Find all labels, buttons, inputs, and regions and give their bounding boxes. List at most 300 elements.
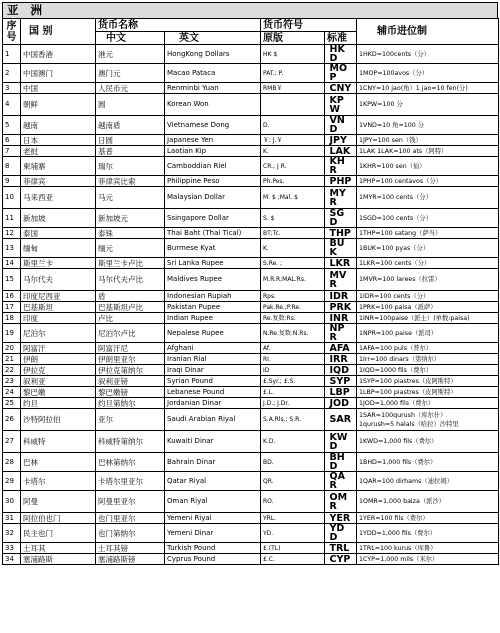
row-number: 34	[3, 554, 21, 565]
iso-code: KWD	[329, 431, 348, 452]
row-number: 2	[3, 64, 21, 83]
row-symbol-original: RI.	[261, 354, 325, 365]
table-row	[3, 258, 499, 269]
row-country: 黎巴嫩	[21, 387, 96, 398]
table-row	[3, 176, 499, 187]
subunit-line: 1MYR=100 cents（分）	[359, 194, 432, 201]
row-country: 柬埔寨	[21, 157, 96, 176]
subunit-line: 1PHP=100 centavos（分）	[359, 177, 443, 185]
region-title: 亚 洲	[2, 2, 498, 18]
row-number: 8	[3, 157, 21, 176]
row-number: 27	[3, 431, 21, 453]
row-symbol-original: BT;Tc.	[261, 228, 325, 239]
row-symbol-original: D.	[261, 116, 325, 135]
iso-code: MOP	[329, 63, 348, 83]
row-subunit	[357, 94, 499, 116]
row-currency-name-cn: 港元	[96, 45, 165, 64]
row-symbol-standard	[325, 343, 357, 354]
row-currency-name-cn: 日圆	[96, 135, 165, 146]
row-currency-name-en: Pakistan Pupee	[165, 302, 261, 313]
row-subunit	[357, 64, 499, 83]
row-subunit	[357, 187, 499, 209]
row-currency-name-en: Yemeni Dinar	[165, 524, 261, 543]
subunit-line: 1TRL=100 kurus（库鲁）	[359, 544, 437, 552]
row-number: 12	[3, 228, 21, 239]
subunit-line: 1CNY=10 jao(角）1 jao=10 fen(分)	[359, 84, 468, 92]
row-currency-name-cn: 瑞尔	[96, 157, 165, 176]
row-symbol-standard	[325, 187, 357, 209]
row-symbol-original: £.L.	[261, 387, 325, 398]
row-subunit	[357, 431, 499, 453]
row-symbol-standard	[325, 228, 357, 239]
row-country: 马尔代夫	[21, 269, 96, 291]
row-symbol-standard	[325, 94, 357, 116]
row-number: 22	[3, 365, 21, 376]
row-currency-name-en: Thai Baht (Thai Tical)	[165, 228, 261, 239]
subunit-line: 1LAK 1LAK=100 ats（阿特）	[359, 147, 448, 155]
row-subunit	[357, 116, 499, 135]
table-row	[3, 376, 499, 387]
iso-code: LKR	[329, 257, 351, 269]
row-currency-name-cn: 巴基斯坦卢比	[96, 302, 165, 313]
row-number: 11	[3, 209, 21, 228]
table-row	[3, 135, 499, 146]
row-country: 中国香港	[21, 45, 96, 64]
row-subunit	[357, 554, 499, 565]
row-subunit	[357, 491, 499, 513]
row-currency-name-cn: 叙利亚镑	[96, 376, 165, 387]
row-currency-name-en: HongKong Dollars	[165, 45, 261, 64]
header-symbol-orig: 原版	[261, 32, 325, 45]
row-country: 阿曼	[21, 491, 96, 513]
header-symbol-std: 标准	[325, 32, 357, 45]
table-row	[3, 554, 499, 565]
subunit-line: 1IQD=1000 fils（费尔）	[359, 366, 433, 374]
table-row	[3, 187, 499, 209]
row-currency-name-en: Indian Rupee	[165, 313, 261, 324]
row-country: 土耳其	[21, 543, 96, 554]
subunit-line: 1SYP=100 piastres（皮阿斯特）	[359, 377, 457, 385]
subunit-line: 1YDD=1,000 fils（费尔）	[359, 529, 437, 537]
iso-code: INR	[329, 312, 349, 324]
row-number: 17	[3, 302, 21, 313]
row-currency-name-en: Kuwaiti Dinar	[165, 431, 261, 453]
row-currency-name-cn: 黎巴嫩镑	[96, 387, 165, 398]
iso-code: NPR	[329, 323, 345, 343]
row-currency-name-cn: 亚尔	[96, 409, 165, 431]
subunit-line: 1CYP=1,000 mils（米尔）	[359, 555, 439, 563]
row-subunit	[357, 354, 499, 365]
row-symbol-standard	[325, 313, 357, 324]
iso-code: MVR	[329, 269, 347, 290]
row-currency-name-en: Camboddian Riel	[165, 157, 261, 176]
table-row	[3, 387, 499, 398]
row-symbol-original: K.D.	[261, 431, 325, 453]
row-symbol-original: ￥; J.￥	[261, 135, 325, 146]
row-country: 巴基斯坦	[21, 302, 96, 313]
table-row	[3, 302, 499, 313]
row-subunit	[357, 269, 499, 291]
row-symbol-original: CR.; J R.	[261, 157, 325, 176]
table-row	[3, 83, 499, 94]
header-subunit: 辅币进位制	[357, 19, 499, 45]
row-number: 7	[3, 146, 21, 157]
row-subunit	[357, 343, 499, 354]
row-country: 泰国	[21, 228, 96, 239]
table-row	[3, 45, 499, 64]
table-row	[3, 157, 499, 176]
row-symbol-original: S.Re. ;	[261, 258, 325, 269]
header-name-group: 货币名称	[96, 19, 261, 32]
row-number: 3	[3, 83, 21, 94]
row-currency-name-en: Philippine Peso	[165, 176, 261, 187]
row-number: 13	[3, 239, 21, 258]
iso-code: PHP	[329, 175, 352, 187]
row-currency-name-cn: 阿富汗尼	[96, 343, 165, 354]
row-subunit	[357, 376, 499, 387]
table-row	[3, 365, 499, 376]
row-country: 新加坡	[21, 209, 96, 228]
row-symbol-standard	[325, 269, 357, 291]
row-number: 29	[3, 472, 21, 491]
row-currency-name-cn: 人民币元	[96, 83, 165, 94]
row-subunit	[357, 209, 499, 228]
subunit-line: 1MVR=100 larees（拉雷）	[359, 276, 441, 283]
iso-code: CNY	[329, 82, 352, 94]
row-number: 33	[3, 543, 21, 554]
row-number: 9	[3, 176, 21, 187]
row-symbol-standard	[325, 524, 357, 543]
iso-code: LBP	[329, 386, 350, 398]
subunit-line: 1KHR=100 sen（仙）	[359, 162, 426, 170]
row-symbol-original: YRL.	[261, 513, 325, 524]
row-symbol-original: K.	[261, 146, 325, 157]
row-currency-name-cn: 马尔代夫卢比	[96, 269, 165, 291]
subunit-line: 1NPR=100 paise（派司）	[359, 329, 438, 337]
row-country: 越南	[21, 116, 96, 135]
row-symbol-original: RMB￥	[261, 83, 325, 94]
row-country: 中国澳门	[21, 64, 96, 83]
row-symbol-original	[261, 94, 325, 116]
table-row	[3, 64, 499, 83]
row-currency-name-en: Turkish Pound	[165, 543, 261, 554]
row-country: 阿拉伯也门	[21, 513, 96, 524]
row-currency-name-en: Jordanian Dinar	[165, 398, 261, 409]
iso-code: JOD	[329, 397, 349, 409]
row-number: 23	[3, 376, 21, 387]
table-row	[3, 146, 499, 157]
row-symbol-original: J.D.; J.Dr.	[261, 398, 325, 409]
table-row	[3, 453, 499, 472]
row-symbol-original: PAT.; P.	[261, 64, 325, 83]
iso-code: THP	[329, 227, 351, 239]
row-symbol-original: £.(TL)	[261, 543, 325, 554]
iso-code: IRR	[329, 353, 348, 365]
iso-code: SYP	[329, 375, 351, 387]
row-currency-name-cn: 卡塔尔里亚尔	[96, 472, 165, 491]
row-symbol-original: Re.复数:Rs.	[261, 313, 325, 324]
row-currency-name-cn: 约旦第纳尔	[96, 398, 165, 409]
row-subunit	[357, 135, 499, 146]
table-row	[3, 513, 499, 524]
row-symbol-standard	[325, 64, 357, 83]
row-number: 21	[3, 354, 21, 365]
row-number: 24	[3, 387, 21, 398]
row-symbol-original: HK $	[261, 45, 325, 64]
row-currency-name-en: Korean Won	[165, 94, 261, 116]
subunit-line: 1VND=10 角=100 分	[359, 121, 425, 129]
row-subunit	[357, 524, 499, 543]
row-currency-name-en: Qatar Riyal	[165, 472, 261, 491]
subunit-line: 1HKD=100cents（分）	[359, 50, 430, 58]
row-symbol-original: M. $ ;Mal. $	[261, 187, 325, 209]
iso-code: JPY	[329, 134, 347, 146]
iso-code: IQD	[329, 364, 349, 376]
table-header	[3, 19, 499, 45]
iso-code: QAR	[329, 471, 345, 491]
row-subunit	[357, 398, 499, 409]
row-currency-name-en: Vietnamese Dong	[165, 116, 261, 135]
iso-code: MYR	[329, 187, 346, 208]
row-symbol-standard	[325, 472, 357, 491]
iso-code: LAK	[329, 145, 351, 157]
currency-sheet	[2, 2, 498, 565]
header-symbol-group: 货币符号	[261, 19, 357, 32]
row-currency-name-en: Indonesian Rupiah	[165, 291, 261, 302]
row-symbol-original: M.R.R;MAL.Rs.	[261, 269, 325, 291]
row-country: 尼泊尔	[21, 324, 96, 343]
subunit-line: 1PRK=100 paisa（派萨）	[359, 303, 437, 311]
subunit-line: 1MOP=100avos（分）	[359, 69, 429, 77]
row-country: 日本	[21, 135, 96, 146]
row-symbol-standard	[325, 146, 357, 157]
row-country: 约旦	[21, 398, 96, 409]
row-currency-name-cn: 巴林第纳尔	[96, 453, 165, 472]
table-row	[3, 209, 499, 228]
subunit-line: 1BUK=100 pyas（分）	[359, 244, 430, 252]
table-row	[3, 491, 499, 513]
header-name-en: 英文	[165, 32, 261, 45]
row-currency-name-en: Lebanese Pound	[165, 387, 261, 398]
row-subunit	[357, 302, 499, 313]
row-number: 16	[3, 291, 21, 302]
subunit-line: 1JPY=100 sen（钱）	[359, 136, 422, 144]
row-number: 4	[3, 94, 21, 116]
row-subunit	[357, 176, 499, 187]
row-country: 菲律宾	[21, 176, 96, 187]
row-currency-name-en: Yemeni Riyal	[165, 513, 261, 524]
row-number: 28	[3, 453, 21, 472]
row-symbol-original: BD.	[261, 453, 325, 472]
table-row	[3, 239, 499, 258]
subunit-line: 1Irr=100 dinars（第纳尔）	[359, 355, 441, 363]
subunit-line: 1THP=100 satang（萨当）	[359, 229, 442, 237]
row-number: 20	[3, 343, 21, 354]
row-symbol-standard	[325, 554, 357, 565]
row-symbol-standard	[325, 302, 357, 313]
row-symbol-original: Pak.Re.;P.Re.	[261, 302, 325, 313]
iso-code: IDR	[329, 290, 349, 302]
row-symbol-original: RO.	[261, 491, 325, 513]
row-currency-name-en: Iranian Rial	[165, 354, 261, 365]
subunit-line: 1IDR=100 cents（分）	[359, 292, 430, 300]
row-subunit	[357, 83, 499, 94]
row-subunit	[357, 409, 499, 431]
row-currency-name-en: Maldives Rupee	[165, 269, 261, 291]
row-symbol-original: K.	[261, 239, 325, 258]
row-number: 30	[3, 491, 21, 513]
row-country: 朝鲜	[21, 94, 96, 116]
row-symbol-standard	[325, 324, 357, 343]
row-currency-name-en: Malaysian Dollar	[165, 187, 261, 209]
header-seq: 序号	[3, 19, 21, 45]
row-subunit	[357, 146, 499, 157]
row-currency-name-cn: 阿曼里亚尔	[96, 491, 165, 513]
row-currency-name-cn: 尼泊尔卢比	[96, 324, 165, 343]
row-country: 缅甸	[21, 239, 96, 258]
row-country: 中国	[21, 83, 96, 94]
row-subunit	[357, 513, 499, 524]
subunit-line: 1KWD=1,000 fils（费尔）	[359, 438, 438, 445]
subunit-line: 1LKR=100 cents（分）	[359, 259, 431, 267]
table-body	[3, 45, 499, 565]
row-symbol-standard	[325, 543, 357, 554]
row-currency-name-cn: 盾	[96, 291, 165, 302]
row-country: 民主也门	[21, 524, 96, 543]
row-currency-name-cn: 伊朗里亚尔	[96, 354, 165, 365]
row-currency-name-en: Syrian Pound	[165, 376, 261, 387]
row-symbol-standard	[325, 354, 357, 365]
row-currency-name-en: Ssingapore Dollar	[165, 209, 261, 228]
subunit-line: 1INR=100paise（派士）(单数:paisa)	[359, 314, 470, 322]
row-symbol-standard	[325, 258, 357, 269]
row-country: 印度	[21, 313, 96, 324]
iso-code: SGD	[329, 208, 345, 228]
row-currency-name-cn: 伊拉克第纳尔	[96, 365, 165, 376]
table-row	[3, 409, 499, 431]
iso-code: BUK	[329, 238, 345, 258]
subunit-line: 1SGD=100 cents（分）	[359, 214, 432, 222]
subunit-line: 1KPW=100 分	[359, 101, 403, 108]
table-row	[3, 343, 499, 354]
row-currency-name-en: Laotian Kip	[165, 146, 261, 157]
row-symbol-standard	[325, 209, 357, 228]
row-symbol-standard	[325, 239, 357, 258]
row-country: 巴林	[21, 453, 96, 472]
header-name-cn: 中文	[96, 32, 165, 45]
row-currency-name-cn: 科威特第纳尔	[96, 431, 165, 453]
row-currency-name-cn: 塞浦路斯镑	[96, 554, 165, 565]
row-symbol-original: Af.	[261, 343, 325, 354]
iso-code: VND	[329, 115, 345, 135]
table-row	[3, 398, 499, 409]
row-currency-name-en: Burmese Kyat	[165, 239, 261, 258]
row-symbol-original: £.Syr.; £.S.	[261, 376, 325, 387]
row-country: 印度尼西亚	[21, 291, 96, 302]
row-symbol-standard	[325, 453, 357, 472]
row-currency-name-cn: 新加坡元	[96, 209, 165, 228]
row-country: 沙特阿拉伯	[21, 409, 96, 431]
row-currency-name-cn: 越南盾	[96, 116, 165, 135]
iso-code: KHR	[329, 156, 345, 176]
row-currency-name-cn: 泰铢	[96, 228, 165, 239]
iso-code: KPW	[329, 94, 344, 115]
currency-table	[2, 18, 499, 565]
iso-code: SAR	[329, 414, 352, 425]
row-country: 阿富汗	[21, 343, 96, 354]
row-subunit	[357, 258, 499, 269]
iso-code: OMR	[329, 491, 348, 512]
row-currency-name-en: Renminbi Yuan	[165, 83, 261, 94]
iso-code: AFA	[329, 342, 350, 354]
row-number: 14	[3, 258, 21, 269]
table-row	[3, 291, 499, 302]
table-row	[3, 116, 499, 135]
row-country: 斯里兰卡	[21, 258, 96, 269]
iso-code: HKD	[329, 44, 345, 64]
row-number: 18	[3, 313, 21, 324]
row-symbol-standard	[325, 135, 357, 146]
iso-code: BHD	[329, 452, 345, 472]
subunit-line: 1OMR=1,000 baiza（派沙）	[359, 498, 446, 505]
row-currency-name-en: Afghani	[165, 343, 261, 354]
table-row	[3, 269, 499, 291]
table-row	[3, 228, 499, 239]
row-symbol-original: QR.	[261, 472, 325, 491]
subunit-line: 1qurush=5 halals（哈拉）沙特里	[359, 420, 459, 428]
iso-code: PRK	[329, 301, 352, 313]
row-subunit	[357, 453, 499, 472]
row-country: 老挝	[21, 146, 96, 157]
row-symbol-standard	[325, 365, 357, 376]
iso-code: TRL	[329, 542, 350, 554]
row-symbol-standard	[325, 387, 357, 398]
row-country: 伊朗	[21, 354, 96, 365]
row-country: 伊拉克	[21, 365, 96, 376]
table-row	[3, 94, 499, 116]
row-symbol-original: Rps.	[261, 291, 325, 302]
row-currency-name-en: Bahrain Dinar	[165, 453, 261, 472]
row-currency-name-en: Nepalese Rupee	[165, 324, 261, 343]
row-number: 25	[3, 398, 21, 409]
row-currency-name-en: Oman Riyal	[165, 491, 261, 513]
row-symbol-original: S.A.Rls.; S.R.	[261, 409, 325, 431]
row-symbol-standard	[325, 376, 357, 387]
subunit-line: 1LBP=100 piastres（皮阿斯特）	[359, 388, 457, 396]
subunit-line: 1YER=100 fils（费尔）	[359, 514, 429, 522]
row-currency-name-cn: 基普	[96, 146, 165, 157]
row-subunit	[357, 228, 499, 239]
row-subunit	[357, 291, 499, 302]
row-symbol-standard	[325, 398, 357, 409]
row-currency-name-en: Iraqi Dinar	[165, 365, 261, 376]
row-number: 15	[3, 269, 21, 291]
row-currency-name-cn: 斯里兰卡卢比	[96, 258, 165, 269]
row-currency-name-cn: 缅元	[96, 239, 165, 258]
row-subunit	[357, 543, 499, 554]
row-currency-name-en: Saudi Arabian Riyal	[165, 409, 261, 431]
row-symbol-original: £.C.	[261, 554, 325, 565]
row-symbol-original: ID	[261, 365, 325, 376]
row-symbol-standard	[325, 116, 357, 135]
row-country: 科威特	[21, 431, 96, 453]
row-number: 1	[3, 45, 21, 64]
row-currency-name-cn: 也门里亚尔	[96, 513, 165, 524]
row-currency-name-cn: 土耳其镑	[96, 543, 165, 554]
row-number: 19	[3, 324, 21, 343]
row-symbol-standard	[325, 157, 357, 176]
row-number: 26	[3, 409, 21, 431]
